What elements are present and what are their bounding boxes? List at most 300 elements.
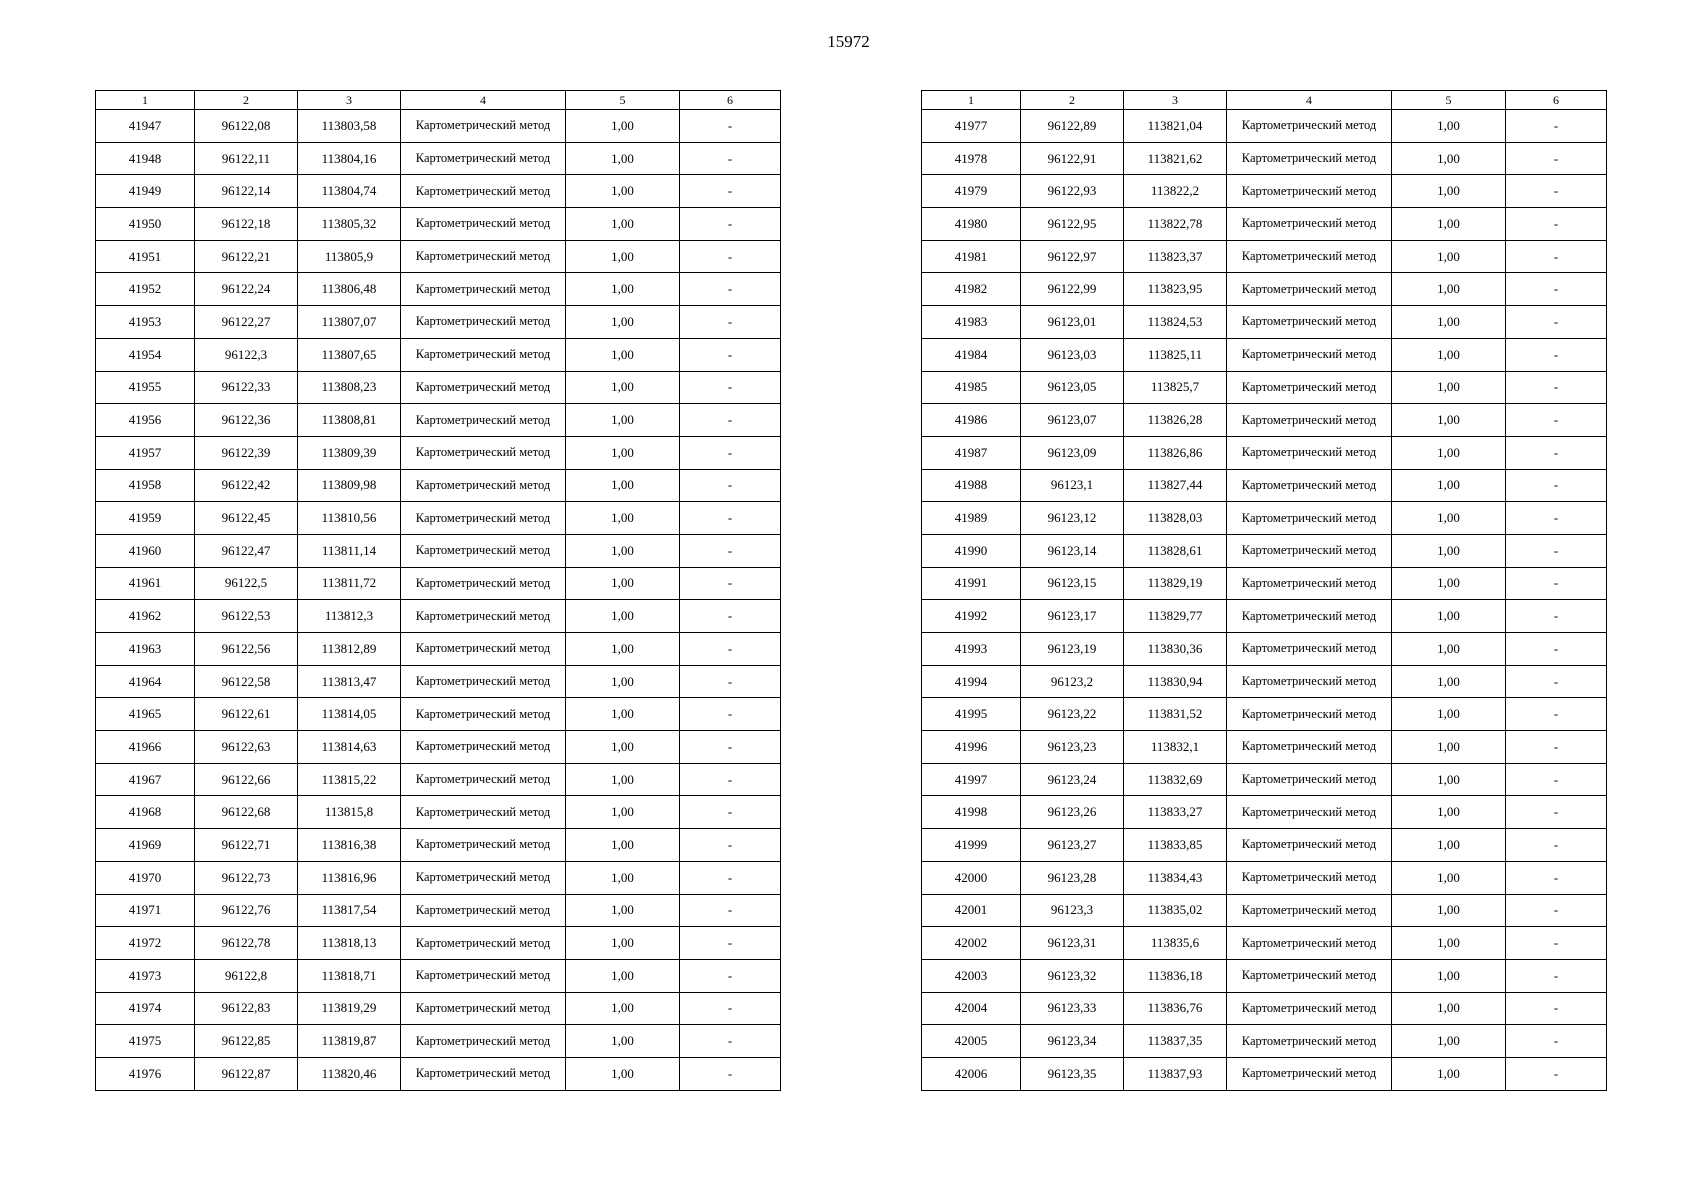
point-number-cell: 41991 [922, 567, 1021, 600]
description-cell: - [680, 502, 781, 535]
x-coordinate-cell: 96122,76 [195, 894, 298, 927]
accuracy-cell: 1,00 [1392, 142, 1506, 175]
table-row [922, 894, 1607, 927]
description-cell: - [1506, 306, 1607, 339]
method-cell: Картометрический метод [401, 1025, 566, 1058]
description-cell: - [680, 829, 781, 862]
y-coordinate-cell: 113825,11 [1124, 338, 1227, 371]
table-row [922, 796, 1607, 829]
method-cell: Картометрический метод [401, 306, 566, 339]
y-coordinate-cell: 113819,29 [298, 992, 401, 1025]
y-coordinate-cell: 113806,48 [298, 273, 401, 306]
accuracy-cell: 1,00 [1392, 240, 1506, 273]
point-number-cell: 41973 [96, 959, 195, 992]
accuracy-cell: 1,00 [566, 142, 680, 175]
point-number-cell: 41970 [96, 861, 195, 894]
y-coordinate-cell: 113805,32 [298, 208, 401, 241]
y-coordinate-cell: 113837,93 [1124, 1057, 1227, 1090]
description-cell: - [1506, 731, 1607, 764]
point-number-cell: 41950 [96, 208, 195, 241]
description-cell: - [1506, 959, 1607, 992]
x-coordinate-cell: 96122,97 [1021, 240, 1124, 273]
x-coordinate-cell: 96123,01 [1021, 306, 1124, 339]
column-header: 6 [1506, 91, 1607, 110]
description-cell: - [1506, 1025, 1607, 1058]
y-coordinate-cell: 113804,16 [298, 142, 401, 175]
point-number-cell: 42005 [922, 1025, 1021, 1058]
y-coordinate-cell: 113829,77 [1124, 600, 1227, 633]
y-coordinate-cell: 113807,07 [298, 306, 401, 339]
description-cell: - [1506, 861, 1607, 894]
point-number-cell: 41962 [96, 600, 195, 633]
accuracy-cell: 1,00 [1392, 175, 1506, 208]
table-row [96, 567, 781, 600]
table-row [96, 665, 781, 698]
table-body [922, 110, 1607, 1091]
description-cell: - [1506, 829, 1607, 862]
y-coordinate-cell: 113823,37 [1124, 240, 1227, 273]
x-coordinate-cell: 96122,47 [195, 534, 298, 567]
accuracy-cell: 1,00 [1392, 567, 1506, 600]
method-cell: Картометрический метод [1227, 1025, 1392, 1058]
y-coordinate-cell: 113828,61 [1124, 534, 1227, 567]
table-row [96, 731, 781, 764]
point-number-cell: 42000 [922, 861, 1021, 894]
method-cell: Картометрический метод [401, 1057, 566, 1090]
column-header: 4 [1227, 91, 1392, 110]
x-coordinate-cell: 96123,35 [1021, 1057, 1124, 1090]
point-number-cell: 42002 [922, 927, 1021, 960]
accuracy-cell: 1,00 [1392, 110, 1506, 143]
table-row [96, 829, 781, 862]
description-cell: - [1506, 927, 1607, 960]
method-cell: Картометрический метод [401, 796, 566, 829]
accuracy-cell: 1,00 [566, 404, 680, 437]
description-cell: - [680, 273, 781, 306]
point-number-cell: 41978 [922, 142, 1021, 175]
x-coordinate-cell: 96122,39 [195, 436, 298, 469]
x-coordinate-cell: 96122,24 [195, 273, 298, 306]
method-cell: Картометрический метод [401, 208, 566, 241]
accuracy-cell: 1,00 [566, 600, 680, 633]
x-coordinate-cell: 96122,5 [195, 567, 298, 600]
y-coordinate-cell: 113821,04 [1124, 110, 1227, 143]
description-cell: - [680, 600, 781, 633]
accuracy-cell: 1,00 [1392, 829, 1506, 862]
y-coordinate-cell: 113807,65 [298, 338, 401, 371]
accuracy-cell: 1,00 [1392, 208, 1506, 241]
accuracy-cell: 1,00 [1392, 436, 1506, 469]
table-row [922, 469, 1607, 502]
accuracy-cell: 1,00 [566, 502, 680, 535]
description-cell: - [1506, 404, 1607, 437]
column-header: 3 [1124, 91, 1227, 110]
table-row [922, 306, 1607, 339]
y-coordinate-cell: 113830,36 [1124, 633, 1227, 666]
accuracy-cell: 1,00 [1392, 1057, 1506, 1090]
method-cell: Картометрический метод [401, 404, 566, 437]
x-coordinate-cell: 96122,68 [195, 796, 298, 829]
description-cell: - [680, 469, 781, 502]
table-row [96, 534, 781, 567]
table-row [96, 1057, 781, 1090]
point-number-cell: 41985 [922, 371, 1021, 404]
description-cell: - [680, 927, 781, 960]
point-number-cell: 41954 [96, 338, 195, 371]
point-number-cell: 42001 [922, 894, 1021, 927]
accuracy-cell: 1,00 [1392, 534, 1506, 567]
y-coordinate-cell: 113816,38 [298, 829, 401, 862]
y-coordinate-cell: 113833,85 [1124, 829, 1227, 862]
table-row [96, 306, 781, 339]
method-cell: Картометрический метод [1227, 600, 1392, 633]
x-coordinate-cell: 96123,05 [1021, 371, 1124, 404]
table-row [922, 110, 1607, 143]
accuracy-cell: 1,00 [1392, 959, 1506, 992]
method-cell: Картометрический метод [1227, 829, 1392, 862]
table-row [922, 959, 1607, 992]
accuracy-cell: 1,00 [566, 861, 680, 894]
method-cell: Картометрический метод [401, 273, 566, 306]
y-coordinate-cell: 113837,35 [1124, 1025, 1227, 1058]
method-cell: Картометрический метод [1227, 436, 1392, 469]
accuracy-cell: 1,00 [1392, 306, 1506, 339]
accuracy-cell: 1,00 [1392, 469, 1506, 502]
method-cell: Картометрический метод [1227, 208, 1392, 241]
accuracy-cell: 1,00 [566, 371, 680, 404]
accuracy-cell: 1,00 [566, 208, 680, 241]
method-cell: Картометрический метод [1227, 175, 1392, 208]
method-cell: Картометрический метод [401, 959, 566, 992]
point-number-cell: 41959 [96, 502, 195, 535]
description-cell: - [1506, 763, 1607, 796]
description-cell: - [680, 338, 781, 371]
accuracy-cell: 1,00 [1392, 600, 1506, 633]
y-coordinate-cell: 113835,02 [1124, 894, 1227, 927]
y-coordinate-cell: 113803,58 [298, 110, 401, 143]
y-coordinate-cell: 113828,03 [1124, 502, 1227, 535]
x-coordinate-cell: 96123,27 [1021, 829, 1124, 862]
method-cell: Картометрический метод [1227, 567, 1392, 600]
method-cell: Картометрический метод [1227, 763, 1392, 796]
accuracy-cell: 1,00 [566, 1057, 680, 1090]
table-row [922, 861, 1607, 894]
y-coordinate-cell: 113808,81 [298, 404, 401, 437]
accuracy-cell: 1,00 [566, 796, 680, 829]
method-cell: Картометрический метод [1227, 306, 1392, 339]
method-cell: Картометрический метод [401, 731, 566, 764]
method-cell: Картометрический метод [1227, 110, 1392, 143]
method-cell: Картометрический метод [401, 763, 566, 796]
table-row [922, 208, 1607, 241]
description-cell: - [680, 992, 781, 1025]
method-cell: Картометрический метод [1227, 502, 1392, 535]
x-coordinate-cell: 96123,3 [1021, 894, 1124, 927]
y-coordinate-cell: 113811,72 [298, 567, 401, 600]
y-coordinate-cell: 113821,62 [1124, 142, 1227, 175]
method-cell: Картометрический метод [401, 436, 566, 469]
description-cell: - [680, 894, 781, 927]
accuracy-cell: 1,00 [1392, 633, 1506, 666]
table-row [922, 992, 1607, 1025]
accuracy-cell: 1,00 [1392, 698, 1506, 731]
x-coordinate-cell: 96122,87 [195, 1057, 298, 1090]
description-cell: - [680, 731, 781, 764]
description-cell: - [1506, 1057, 1607, 1090]
x-coordinate-cell: 96122,21 [195, 240, 298, 273]
table-row [96, 600, 781, 633]
y-coordinate-cell: 113811,14 [298, 534, 401, 567]
accuracy-cell: 1,00 [566, 567, 680, 600]
point-number-cell: 41963 [96, 633, 195, 666]
table-row [922, 371, 1607, 404]
column-header: 6 [680, 91, 781, 110]
accuracy-cell: 1,00 [1392, 927, 1506, 960]
description-cell: - [680, 175, 781, 208]
description-cell: - [1506, 502, 1607, 535]
table-row [922, 927, 1607, 960]
point-number-cell: 41984 [922, 338, 1021, 371]
description-cell: - [680, 240, 781, 273]
x-coordinate-cell: 96122,85 [195, 1025, 298, 1058]
accuracy-cell: 1,00 [1392, 371, 1506, 404]
method-cell: Картометрический метод [401, 992, 566, 1025]
point-number-cell: 41964 [96, 665, 195, 698]
accuracy-cell: 1,00 [566, 273, 680, 306]
table-row [96, 371, 781, 404]
description-cell: - [680, 861, 781, 894]
y-coordinate-cell: 113813,47 [298, 665, 401, 698]
point-number-cell: 41987 [922, 436, 1021, 469]
y-coordinate-cell: 113831,52 [1124, 698, 1227, 731]
point-number-cell: 41997 [922, 763, 1021, 796]
x-coordinate-cell: 96122,83 [195, 992, 298, 1025]
point-number-cell: 41982 [922, 273, 1021, 306]
y-coordinate-cell: 113823,95 [1124, 273, 1227, 306]
accuracy-cell: 1,00 [1392, 1025, 1506, 1058]
y-coordinate-cell: 113809,98 [298, 469, 401, 502]
y-coordinate-cell: 113804,74 [298, 175, 401, 208]
method-cell: Картометрический метод [1227, 861, 1392, 894]
x-coordinate-cell: 96122,56 [195, 633, 298, 666]
accuracy-cell: 1,00 [566, 1025, 680, 1058]
x-coordinate-cell: 96122,58 [195, 665, 298, 698]
header-row [922, 91, 1607, 110]
method-cell: Картометрический метод [1227, 633, 1392, 666]
x-coordinate-cell: 96122,95 [1021, 208, 1124, 241]
x-coordinate-cell: 96123,22 [1021, 698, 1124, 731]
point-number-cell: 41949 [96, 175, 195, 208]
x-coordinate-cell: 96123,24 [1021, 763, 1124, 796]
description-cell: - [1506, 600, 1607, 633]
point-number-cell: 41992 [922, 600, 1021, 633]
point-number-cell: 41953 [96, 306, 195, 339]
x-coordinate-cell: 96122,93 [1021, 175, 1124, 208]
x-coordinate-cell: 96123,32 [1021, 959, 1124, 992]
method-cell: Картометрический метод [1227, 796, 1392, 829]
x-coordinate-cell: 96123,33 [1021, 992, 1124, 1025]
column-header: 5 [1392, 91, 1506, 110]
point-number-cell: 41979 [922, 175, 1021, 208]
x-coordinate-cell: 96122,73 [195, 861, 298, 894]
description-cell: - [680, 436, 781, 469]
x-coordinate-cell: 96123,03 [1021, 338, 1124, 371]
method-cell: Картометрический метод [1227, 338, 1392, 371]
description-cell: - [1506, 534, 1607, 567]
method-cell: Картометрический метод [1227, 534, 1392, 567]
description-cell: - [1506, 371, 1607, 404]
point-number-cell: 41983 [922, 306, 1021, 339]
table-row [922, 567, 1607, 600]
y-coordinate-cell: 113836,18 [1124, 959, 1227, 992]
y-coordinate-cell: 113814,05 [298, 698, 401, 731]
accuracy-cell: 1,00 [1392, 992, 1506, 1025]
accuracy-cell: 1,00 [566, 763, 680, 796]
accuracy-cell: 1,00 [566, 665, 680, 698]
point-number-cell: 41971 [96, 894, 195, 927]
y-coordinate-cell: 113834,43 [1124, 861, 1227, 894]
x-coordinate-cell: 96123,15 [1021, 567, 1124, 600]
x-coordinate-cell: 96122,14 [195, 175, 298, 208]
table-row [96, 208, 781, 241]
method-cell: Картометрический метод [1227, 927, 1392, 960]
accuracy-cell: 1,00 [566, 240, 680, 273]
y-coordinate-cell: 113835,6 [1124, 927, 1227, 960]
description-cell: - [680, 1057, 781, 1090]
x-coordinate-cell: 96122,8 [195, 959, 298, 992]
method-cell: Картометрический метод [401, 534, 566, 567]
y-coordinate-cell: 113836,76 [1124, 992, 1227, 1025]
accuracy-cell: 1,00 [566, 306, 680, 339]
y-coordinate-cell: 113814,63 [298, 731, 401, 764]
x-coordinate-cell: 96122,78 [195, 927, 298, 960]
accuracy-cell: 1,00 [566, 698, 680, 731]
point-number-cell: 41975 [96, 1025, 195, 1058]
accuracy-cell: 1,00 [1392, 861, 1506, 894]
accuracy-cell: 1,00 [566, 633, 680, 666]
y-coordinate-cell: 113822,78 [1124, 208, 1227, 241]
point-number-cell: 41947 [96, 110, 195, 143]
point-number-cell: 41966 [96, 731, 195, 764]
x-coordinate-cell: 96122,63 [195, 731, 298, 764]
accuracy-cell: 1,00 [1392, 796, 1506, 829]
table-row [922, 665, 1607, 698]
description-cell: - [1506, 240, 1607, 273]
x-coordinate-cell: 96122,99 [1021, 273, 1124, 306]
method-cell: Картометрический метод [401, 175, 566, 208]
column-header: 1 [96, 91, 195, 110]
table-row [96, 894, 781, 927]
table-row [96, 959, 781, 992]
coordinates-table-left [95, 90, 781, 1091]
y-coordinate-cell: 113809,39 [298, 436, 401, 469]
x-coordinate-cell: 96123,26 [1021, 796, 1124, 829]
x-coordinate-cell: 96123,12 [1021, 502, 1124, 535]
x-coordinate-cell: 96123,07 [1021, 404, 1124, 437]
method-cell: Картометрический метод [401, 829, 566, 862]
point-number-cell: 41988 [922, 469, 1021, 502]
column-header: 5 [566, 91, 680, 110]
x-coordinate-cell: 96122,27 [195, 306, 298, 339]
table-row [922, 175, 1607, 208]
table-row [96, 861, 781, 894]
point-number-cell: 41980 [922, 208, 1021, 241]
table-row [922, 338, 1607, 371]
point-number-cell: 41999 [922, 829, 1021, 862]
table-row [96, 698, 781, 731]
table-row [922, 1025, 1607, 1058]
description-cell: - [1506, 567, 1607, 600]
point-number-cell: 41968 [96, 796, 195, 829]
table-row [96, 338, 781, 371]
table-row [922, 273, 1607, 306]
x-coordinate-cell: 96122,33 [195, 371, 298, 404]
accuracy-cell: 1,00 [1392, 273, 1506, 306]
description-cell: - [680, 110, 781, 143]
point-number-cell: 41958 [96, 469, 195, 502]
accuracy-cell: 1,00 [566, 338, 680, 371]
y-coordinate-cell: 113815,8 [298, 796, 401, 829]
method-cell: Картометрический метод [401, 502, 566, 535]
accuracy-cell: 1,00 [566, 534, 680, 567]
x-coordinate-cell: 96123,34 [1021, 1025, 1124, 1058]
method-cell: Картометрический метод [401, 698, 566, 731]
x-coordinate-cell: 96122,42 [195, 469, 298, 502]
method-cell: Картометрический метод [1227, 273, 1392, 306]
method-cell: Картометрический метод [401, 633, 566, 666]
description-cell: - [680, 698, 781, 731]
header-row [96, 91, 781, 110]
x-coordinate-cell: 96122,3 [195, 338, 298, 371]
table-row [922, 436, 1607, 469]
x-coordinate-cell: 96122,91 [1021, 142, 1124, 175]
x-coordinate-cell: 96123,31 [1021, 927, 1124, 960]
x-coordinate-cell: 96123,09 [1021, 436, 1124, 469]
column-header: 1 [922, 91, 1021, 110]
point-number-cell: 41967 [96, 763, 195, 796]
x-coordinate-cell: 96122,66 [195, 763, 298, 796]
point-number-cell: 41974 [96, 992, 195, 1025]
description-cell: - [680, 763, 781, 796]
description-cell: - [680, 633, 781, 666]
point-number-cell: 41990 [922, 534, 1021, 567]
x-coordinate-cell: 96122,89 [1021, 110, 1124, 143]
method-cell: Картометрический метод [401, 240, 566, 273]
x-coordinate-cell: 96123,1 [1021, 469, 1124, 502]
method-cell: Картометрический метод [1227, 959, 1392, 992]
method-cell: Картометрический метод [1227, 469, 1392, 502]
method-cell: Картометрический метод [401, 142, 566, 175]
table-row [922, 1057, 1607, 1090]
point-number-cell: 41961 [96, 567, 195, 600]
table-row [96, 469, 781, 502]
method-cell: Картометрический метод [401, 371, 566, 404]
description-cell: - [680, 306, 781, 339]
x-coordinate-cell: 96122,36 [195, 404, 298, 437]
description-cell: - [680, 404, 781, 437]
method-cell: Картометрический метод [1227, 1057, 1392, 1090]
y-coordinate-cell: 113832,69 [1124, 763, 1227, 796]
description-cell: - [1506, 469, 1607, 502]
accuracy-cell: 1,00 [566, 436, 680, 469]
x-coordinate-cell: 96123,19 [1021, 633, 1124, 666]
x-coordinate-cell: 96122,53 [195, 600, 298, 633]
point-number-cell: 41981 [922, 240, 1021, 273]
table-row [922, 404, 1607, 437]
y-coordinate-cell: 113812,3 [298, 600, 401, 633]
point-number-cell: 41952 [96, 273, 195, 306]
description-cell: - [1506, 208, 1607, 241]
